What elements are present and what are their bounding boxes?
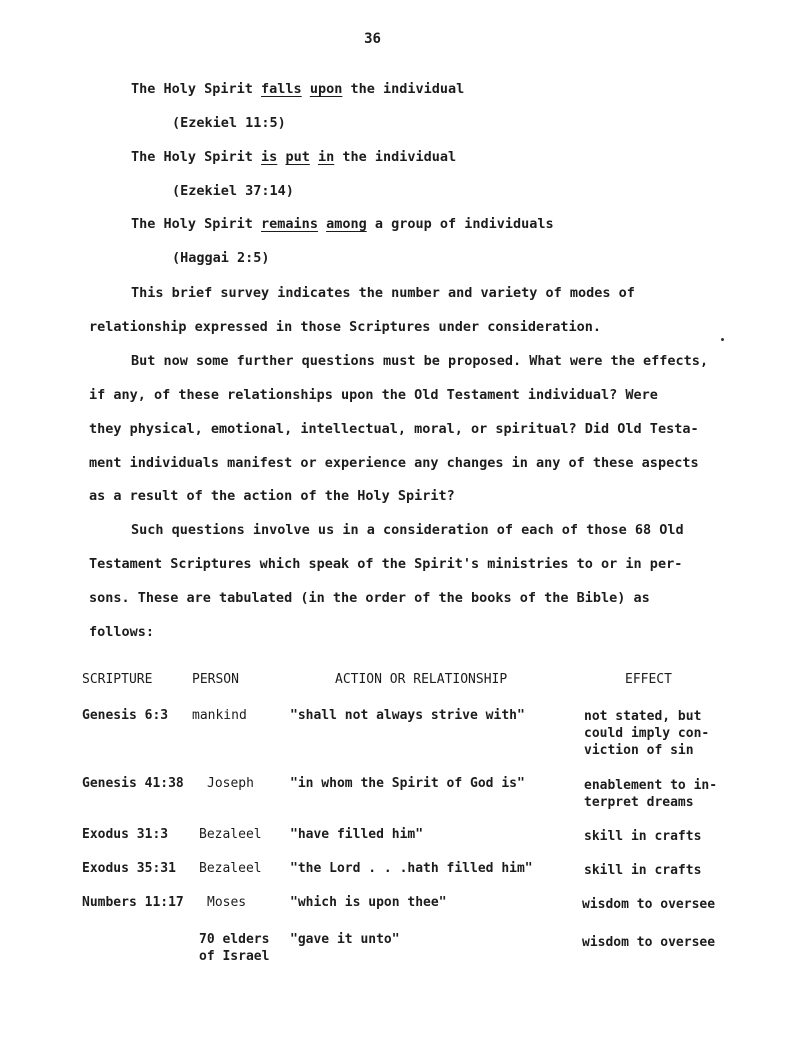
table-cell-effect: enablement to in- terpret dreams	[584, 778, 718, 810]
table-cell-effect: skill in crafts	[584, 829, 702, 844]
body-line: sons. These are tabulated (in the order of the books of the Bible) as	[89, 590, 650, 606]
table-cell-action: "have filled him"	[290, 827, 424, 842]
table-header-person: PERSON	[192, 672, 239, 687]
speck-mark	[721, 338, 724, 341]
body-line: Testament Scriptures which speak of the Spirit's ministries to or in per-	[89, 556, 683, 572]
table-cell-person: Bezaleel	[199, 861, 262, 876]
scripture-reference: (Ezekiel 37:14)	[172, 183, 294, 199]
body-line: But now some further questions must be proposed. What were the effects,	[131, 353, 709, 369]
table-cell-person: mankind	[192, 708, 247, 723]
table-cell-person: Moses	[207, 895, 247, 910]
table-cell-scripture: Exodus 31:3	[82, 827, 169, 842]
body-line: ment individuals manifest or experience any changes in any of these aspects	[89, 455, 699, 471]
table-header-effect: EFFECT	[625, 672, 672, 687]
table-cell-effect: wisdom to oversee	[582, 935, 716, 950]
table-header-action: ACTION OR RELATIONSHIP	[335, 672, 508, 687]
body-line: they physical, emotional, intellectual, moral, or spiritual? Did Old Testa-	[89, 421, 699, 437]
body-line: relationship expressed in those Scriptures under consideration.	[89, 319, 602, 335]
table-cell-scripture: Genesis 41:38	[82, 776, 184, 791]
table-cell-effect: wisdom to oversee	[582, 897, 716, 912]
table-cell-person: Bezaleel	[199, 827, 262, 842]
table-cell-action: "in whom the Spirit of God is"	[290, 776, 525, 791]
body-line: if any, of these relationships upon the Old Testament individual? Were	[89, 387, 658, 403]
table-cell-person: Joseph	[207, 776, 254, 791]
table-cell-person: 70 elders of Israel	[199, 932, 270, 964]
scripture-reference: (Haggai 2:5)	[172, 250, 270, 266]
table-header-scripture: SCRIPTURE	[82, 672, 153, 687]
table-cell-effect: skill in crafts	[584, 863, 702, 878]
list-item: The Holy Spirit remains among a group of individuals	[131, 216, 554, 232]
table-cell-action: "gave it unto"	[290, 932, 400, 947]
table-cell-scripture: Exodus 35:31	[82, 861, 176, 876]
body-line: as a result of the action of the Holy Spirit?	[89, 488, 455, 504]
table-cell-effect: not stated, but could imply con- viction of sin	[584, 709, 710, 758]
table-cell-action: "shall not always strive with"	[290, 708, 525, 723]
body-line: follows:	[89, 624, 155, 640]
scripture-reference: (Ezekiel 11:5)	[172, 115, 286, 131]
table-cell-action: "the Lord . . .hath filled him"	[290, 861, 533, 876]
body-line: Such questions involve us in a consideration of each of those 68 Old	[131, 522, 684, 538]
list-item: The Holy Spirit is put in the individual	[131, 149, 457, 165]
table-cell-scripture: Numbers 11:17	[82, 895, 184, 910]
list-item: The Holy Spirit falls upon the individual	[131, 81, 465, 97]
table-cell-action: "which is upon thee"	[290, 895, 447, 910]
body-line: This brief survey indicates the number and variety of modes of	[131, 285, 635, 301]
table-cell-scripture: Genesis 6:3	[82, 708, 169, 723]
page-number: 36	[364, 31, 381, 47]
